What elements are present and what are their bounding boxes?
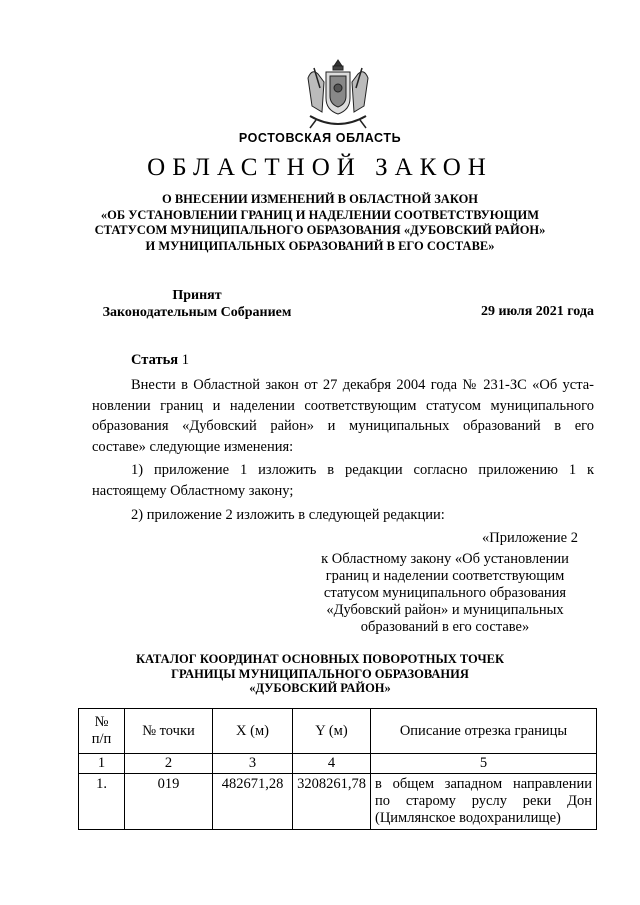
table-header-row xyxy=(79,709,597,754)
adoption-body xyxy=(92,288,302,321)
header-cell-number xyxy=(79,709,125,754)
row-x: 482671,28 xyxy=(213,774,293,830)
article-item-1 xyxy=(92,460,594,501)
table-row xyxy=(79,774,597,830)
description-line: по старому руслу реки Дон xyxy=(375,793,592,809)
column-number: 5 xyxy=(371,754,597,774)
article-item-2: 2) приложение 2 изложить в следующей редакции: xyxy=(131,507,445,523)
subtitle-line: СТАТУСОМ МУНИЦИПАЛЬНОГО ОБРАЗОВАНИЯ «ДУБОВСКИЙ РАЙОН» xyxy=(94,223,546,237)
description-line: в общем западном направлении xyxy=(375,776,592,792)
catalog-title xyxy=(60,652,580,696)
column-number: 3 xyxy=(213,754,293,774)
paragraph-line: образования «Дубовский район» и муниципальных образований в его xyxy=(92,418,594,434)
document-title: ОБЛАСТНОЙ ЗАКОН xyxy=(147,154,493,181)
article-number: 1 xyxy=(181,352,189,368)
subtitle-line: И МУНИЦИПАЛЬНЫХ ОБРАЗОВАНИЙ В ЕГО СОСТАВЕ» xyxy=(145,238,495,253)
catalog-title-line: «ДУБОВСКИЙ РАЙОН» xyxy=(249,681,391,695)
paragraph-line: 1) приложение 1 изложить в редакции согласно приложению 1 к xyxy=(131,462,594,478)
subtitle-line: «ОБ УСТАНОВЛЕНИИ ГРАНИЦ И НАДЕЛЕНИИ СООТВЕТСТВУЮЩИМ xyxy=(100,207,540,222)
catalog-title-line: ГРАНИЦЫ МУНИЦИПАЛЬНОГО ОБРАЗОВАНИЯ xyxy=(171,666,469,681)
appendix-reference xyxy=(300,551,590,636)
catalog-title-line: КАТАЛОГ КООРДИНАТ ОСНОВНЫХ ПОВОРОТНЫХ ТОЧЕК xyxy=(135,652,505,666)
subtitle-line: О ВНЕСЕНИИ ИЗМЕНЕНИЙ В ОБЛАСТНОЙ ЗАКОН xyxy=(161,192,479,206)
column-number: 4 xyxy=(293,754,371,774)
column-number-row xyxy=(79,754,597,774)
column-number: 2 xyxy=(125,754,213,774)
row-point: 019 xyxy=(125,774,213,830)
article-heading xyxy=(131,352,189,369)
row-description xyxy=(371,774,597,830)
header-number-abbr: п/п xyxy=(91,731,112,747)
paragraph-line: настоящему Областному закону; xyxy=(92,482,294,499)
coordinates-table xyxy=(78,708,597,830)
region-name: РОСТОВСКАЯ ОБЛАСТЬ xyxy=(238,131,402,145)
appendix-ref-line: к Областному закону «Об установлении xyxy=(321,551,569,567)
appendix-ref-line: «Дубовский район» и муниципальных xyxy=(326,602,564,618)
paragraph-line: новлении границ и наделении соответствующим статусом муниципального xyxy=(92,397,594,414)
law-subtitle xyxy=(60,192,580,254)
article-intro-paragraph xyxy=(92,375,594,457)
header-number-symbol: № xyxy=(94,714,109,730)
appendix-ref-line: границ и наделении соответствующим xyxy=(325,568,565,584)
adoption-date: 29 июля 2021 года xyxy=(480,304,594,319)
row-y: 3208261,78 xyxy=(293,774,371,830)
adoption-line: Принят xyxy=(172,288,222,303)
description-line: (Цимлянское водохранилище) xyxy=(375,810,561,826)
header-cell-x: X (м) xyxy=(213,709,293,754)
column-number: 1 xyxy=(79,754,125,774)
adoption-line: Законодательным Собранием xyxy=(102,304,292,320)
appendix-ref-line: образований в его составе» xyxy=(360,619,530,635)
article-label: Статья xyxy=(131,352,179,368)
row-number: 1. xyxy=(79,774,125,830)
appendix-label: «Приложение 2 xyxy=(482,530,578,546)
appendix-ref-line: статусом муниципального образования xyxy=(323,585,567,601)
paragraph-line: составе» следующие изменения: xyxy=(92,438,294,455)
paragraph-line: Внести в Областной закон от 27 декабря 2004 года № 231-ЗС «Об уста- xyxy=(131,377,594,393)
header-cell-y: Y (м) xyxy=(293,709,371,754)
coat-of-arms-emblem xyxy=(300,58,376,132)
header-cell-point: № точки xyxy=(125,709,213,754)
header-cell-description: Описание отрезка границы xyxy=(371,709,597,754)
